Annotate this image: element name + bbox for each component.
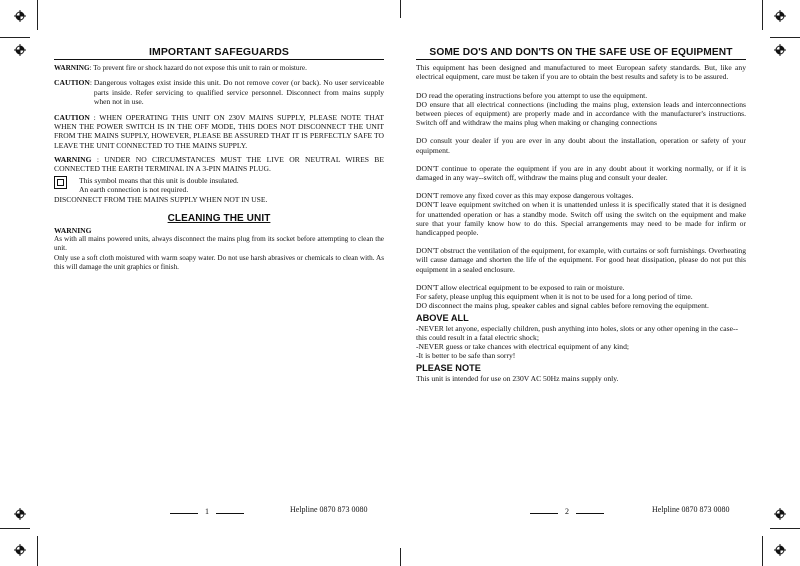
symbol-line-1: This symbol means that this unit is double insulated. [79, 176, 239, 186]
warning-paragraph [54, 64, 384, 73]
cleaning-paragraph-1: As with all mains powered units, always disconnect the mains plug from its socket before attempting to clean the unit. [54, 235, 384, 253]
do-connections-text: DO ensure that all electrical connections (including the mains plug, extension leads and interconnections between pieces of equipment) are properly made and in accordance with the manufacturer's instructions. Switch off and withdraw the mains plug when making or changing connections [416, 99, 746, 128]
above-all-title: ABOVE ALL [416, 313, 469, 324]
dont-rain-text: DON'T allow electrical equipment to be exposed to rain or moisture. [416, 282, 625, 292]
crop-mark-br-h [770, 528, 800, 529]
helpline-left: Helpline 0870 873 0080 [290, 505, 368, 514]
above-all-item-1: -NEVER let anyone, especially children, push anything into holes, slots or any other opening in the case--this could result in a fatal electric shock; [416, 323, 739, 342]
do-read-text: DO read the operating instructions before you attempt to use the equipment. [416, 90, 648, 100]
safety-unplug-text: For safety, please unplug this equipment when it is not to be used for a long period of time. [416, 292, 693, 302]
registration-mark-icon [14, 508, 26, 520]
dont-remove-text: DON'T remove any fixed cover as this may expose dangerous voltages. [416, 191, 634, 201]
cleaning-title: CLEANING THE UNIT [167, 212, 271, 224]
crop-mark-br-v [762, 536, 763, 566]
caution-mains-paragraph [54, 113, 384, 150]
crop-mark-tl-h [0, 37, 30, 38]
registration-mark-icon [774, 544, 786, 556]
double-insulated-icon [54, 176, 67, 189]
left-page-title: IMPORTANT SAFEGUARDS [148, 46, 290, 58]
caution-label: CAUTION [54, 78, 90, 88]
title-rule [416, 59, 746, 60]
symbol-line-2: An earth connection is not required. [79, 185, 189, 195]
crop-mark-bl-h [0, 528, 30, 529]
crop-mark-bl-v [37, 536, 38, 566]
cleaning-paragraph-2: Only use a soft cloth moistured with warm soapy water. Do not use harsh abrasives or chemicals to clean with. As this will damage the unit graphics or finish. [54, 253, 384, 271]
intro-paragraph: This equipment has been designed and manufactured to meet European safety standards. But, like any electrical equipment, care must be taken if you are to obtain the best results and safety is to be assured. [416, 63, 746, 82]
page-number-dash-left [530, 513, 558, 514]
crop-mark-tl-v [37, 0, 38, 30]
registration-mark-icon [14, 544, 26, 556]
caution-mains-label: CAUTION [54, 113, 90, 123]
caution-colon: : [89, 78, 94, 88]
dont-continue-text: DON'T continue to operate the equipment if you are in any doubt about it working normally, or if it is damaged in any way--switch off, withdraw the mains plug and consult your dealer. [416, 163, 746, 183]
warning-label: WARNING [54, 64, 90, 73]
dont-leave-text: DON'T leave equipment switched on when it is unattended unless it is specifically stated that it is designed for unattended operation or has a standby mode. Switch off using the switch on the equipment and make sure that your family know how to do this. Special arrangements may need to be made for infirm or handicapped people. [416, 200, 746, 238]
right-page-title: SOME DO'S AND DON'TS ON THE SAFE USE OF EQUIPMENT [429, 47, 733, 58]
title-rule [54, 59, 384, 60]
right-page [416, 48, 746, 383]
page-number-right: 2 [565, 507, 569, 516]
crop-mark-tr-h [770, 37, 800, 38]
page-number-left: 1 [205, 507, 209, 516]
dont-obstruct-text: DON'T obstruct the ventilation of the equipment, for example, with curtains or soft furnishings. Overheating will cause damage and shorten the life of the equipment. For good heat dissipation, please do not put this equipment in a sealed enclosure. [416, 246, 747, 274]
crop-mark-bm-v [400, 548, 401, 566]
warning-earth-paragraph [54, 155, 384, 173]
caution-paragraph [54, 78, 384, 106]
cleaning-warning: WARNING [54, 226, 92, 236]
registration-mark-icon [774, 10, 786, 22]
warning-earth-label: WARNING [54, 154, 92, 164]
please-note-title: PLEASE NOTE [416, 363, 481, 374]
double-insulated-block [54, 176, 384, 194]
registration-mark-icon [14, 44, 26, 56]
left-page [54, 48, 384, 272]
caution-mains-text: : WHEN OPERATING THIS UNIT ON 230V MAINS SUPPLY, PLEASE NOTE THAT WHEN THE POWER SWITCH IS IN THE OFF MODE, THIS DOES NOT DISCONNECT THE UNIT FROM THE MAINS SUPPLY, HOWEVER, PLEASE BE ASSURED THAT IT IS PERFECTLY SAFE TO LEAVE THE UNIT CONNECTED TO THE MAINS SUPPLY. [54, 113, 384, 150]
do-disconnect-text: DO disconnect the mains plug, speaker cables and signal cables before removing the equipment. [416, 301, 709, 311]
disconnect-text: DISCONNECT FROM THE MAINS SUPPLY WHEN NOT IN USE. [54, 194, 268, 204]
warning-text: : To prevent fire or shock hazard do not expose this unit to rain or moisture. [89, 64, 307, 73]
helpline-right: Helpline 0870 873 0080 [652, 505, 730, 514]
above-all-item-3: -It is better to be safe than sorry! [416, 351, 516, 361]
do-consult-text: DO consult your dealer if you are ever in any doubt about the installation, operation or safety of your equipment. [416, 136, 746, 155]
crop-mark-tm-v [400, 0, 401, 18]
registration-mark-icon [774, 508, 786, 520]
registration-mark-icon [774, 44, 786, 56]
above-all-item-2: -NEVER guess or take chances with electrical equipment of any kind; [416, 342, 629, 352]
page-number-dash-right [576, 513, 604, 514]
caution-text: Dangerous voltages exist inside this unit. Do not remove cover (or back). No user serviceable parts inside. Refer servicing to qualified service personnel. Disconnect from mains supply when not in use. [93, 78, 384, 106]
crop-mark-tr-v [762, 0, 763, 30]
registration-mark-icon [14, 10, 26, 22]
page-number-dash-left [170, 513, 198, 514]
warning-earth-text: : UNDER NO CIRCUMSTANCES MUST THE LIVE OR NEUTRAL WIRES BE CONNECTED THE EARTH TERMINAL IN A 3-PIN MAINS PLUG. [54, 154, 384, 174]
please-note-text: This unit is intended for use on 230V AC 50Hz mains supply only. [416, 373, 619, 383]
page-number-dash-right [216, 513, 244, 514]
